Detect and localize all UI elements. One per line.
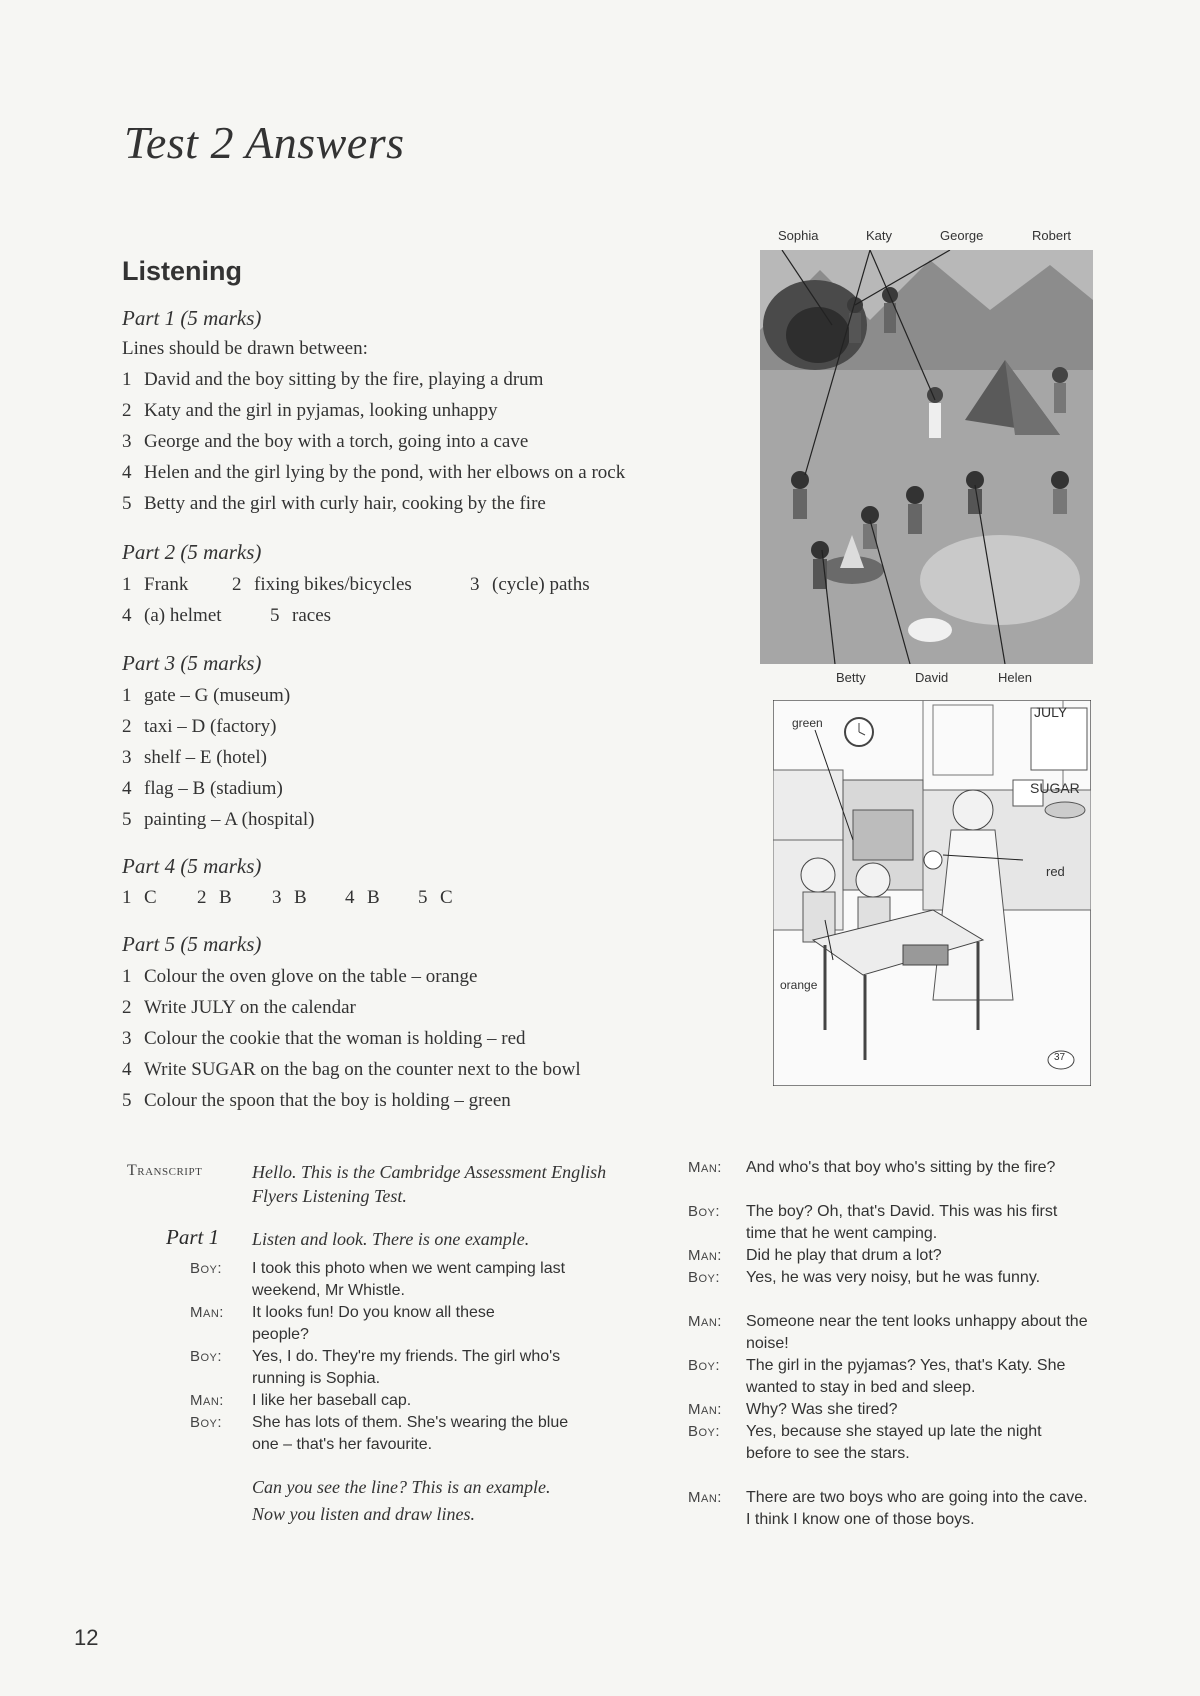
camping-picture xyxy=(760,250,1093,664)
part3-item: 1 gate – G (museum) xyxy=(122,685,291,706)
part4-item: 2 B xyxy=(197,887,232,908)
part1-item: 4 Helen and the girl lying by the pond, with her elbows on a rock xyxy=(122,462,626,483)
kitchen-label-orange: orange xyxy=(780,978,818,992)
kitchen-label-sugar: SUGAR xyxy=(1030,780,1080,796)
label-helen: Helen xyxy=(998,670,1032,685)
part2-item: 4 (a) helmet xyxy=(122,605,222,626)
part3-item: 4 flag – B (stadium) xyxy=(122,778,283,799)
part2-item: 3 (cycle) paths xyxy=(470,574,590,595)
part4-item: 3 B xyxy=(272,887,307,908)
part1-item: 1 David and the boy sitting by the fire, playing a drum xyxy=(122,369,544,390)
part5-item: 2 Write JULY on the calendar xyxy=(122,997,356,1018)
part1-intro: Lines should be drawn between: xyxy=(122,338,368,359)
part4-item: 4 B xyxy=(345,887,380,908)
part5-item: 4 Write SUGAR on the bag on the counter next to the bowl xyxy=(122,1059,581,1080)
kitchen-label-green: green xyxy=(792,716,823,730)
kitchen-picture xyxy=(773,700,1091,1086)
transcript-part-label: Part 1 xyxy=(166,1225,220,1249)
part4-heading: Part 4 (5 marks) xyxy=(122,854,262,878)
part5-heading: Part 5 (5 marks) xyxy=(122,932,262,956)
kitchen-label-red: red xyxy=(1046,864,1065,879)
part2-item: 2 fixing bikes/bicycles xyxy=(232,574,412,595)
part4-item: 1 C xyxy=(122,887,157,908)
kitchen-page-badge: 37 xyxy=(1054,1052,1066,1063)
page-number: 12 xyxy=(74,1625,99,1650)
part2-heading: Part 2 (5 marks) xyxy=(122,540,262,564)
part2-item: 1 Frank xyxy=(122,574,189,595)
part3-heading: Part 3 (5 marks) xyxy=(122,651,262,675)
part4-item: 5 C xyxy=(418,887,453,908)
transcript-intro: Hello. This is the Cambridge Assessment English Flyers Listening Test. xyxy=(252,1162,607,1206)
part1-item: 2 Katy and the girl in pyjamas, looking unhappy xyxy=(122,400,498,421)
part1-item: 3 George and the boy with a torch, going into a cave xyxy=(122,431,529,452)
transcript-example-note: Can you see the line? This is an example. Now you listen and draw lines. xyxy=(252,1477,551,1524)
page-title: Test 2 Answers xyxy=(124,117,405,168)
transcript-part-intro: Listen and look. There is one example. xyxy=(252,1229,530,1249)
part3-item: 3 shelf – E (hotel) xyxy=(122,747,267,768)
label-george: George xyxy=(940,228,984,243)
label-katy: Katy xyxy=(866,228,893,243)
part1-heading: Part 1 (5 marks) xyxy=(122,306,262,330)
part3-item: 5 painting – A (hospital) xyxy=(122,809,315,830)
part5-item: 5 Colour the spoon that the boy is holding – green xyxy=(122,1090,511,1111)
part1-item: 5 Betty and the girl with curly hair, cooking by the fire xyxy=(122,493,546,514)
section-heading: Listening xyxy=(122,256,242,286)
label-robert: Robert xyxy=(1032,228,1072,243)
label-david: David xyxy=(915,670,949,685)
transcript-label: Transcript xyxy=(127,1162,203,1179)
part5-item: 1 Colour the oven glove on the table – orange xyxy=(122,966,478,987)
part3-item: 2 taxi – D (factory) xyxy=(122,716,277,737)
part5-item: 3 Colour the cookie that the woman is holding – red xyxy=(122,1028,526,1049)
part2-item: 5 races xyxy=(270,605,332,626)
label-sophia: Sophia xyxy=(778,228,819,243)
kitchen-label-july: JULY xyxy=(1034,704,1068,720)
label-betty: Betty xyxy=(836,670,866,685)
